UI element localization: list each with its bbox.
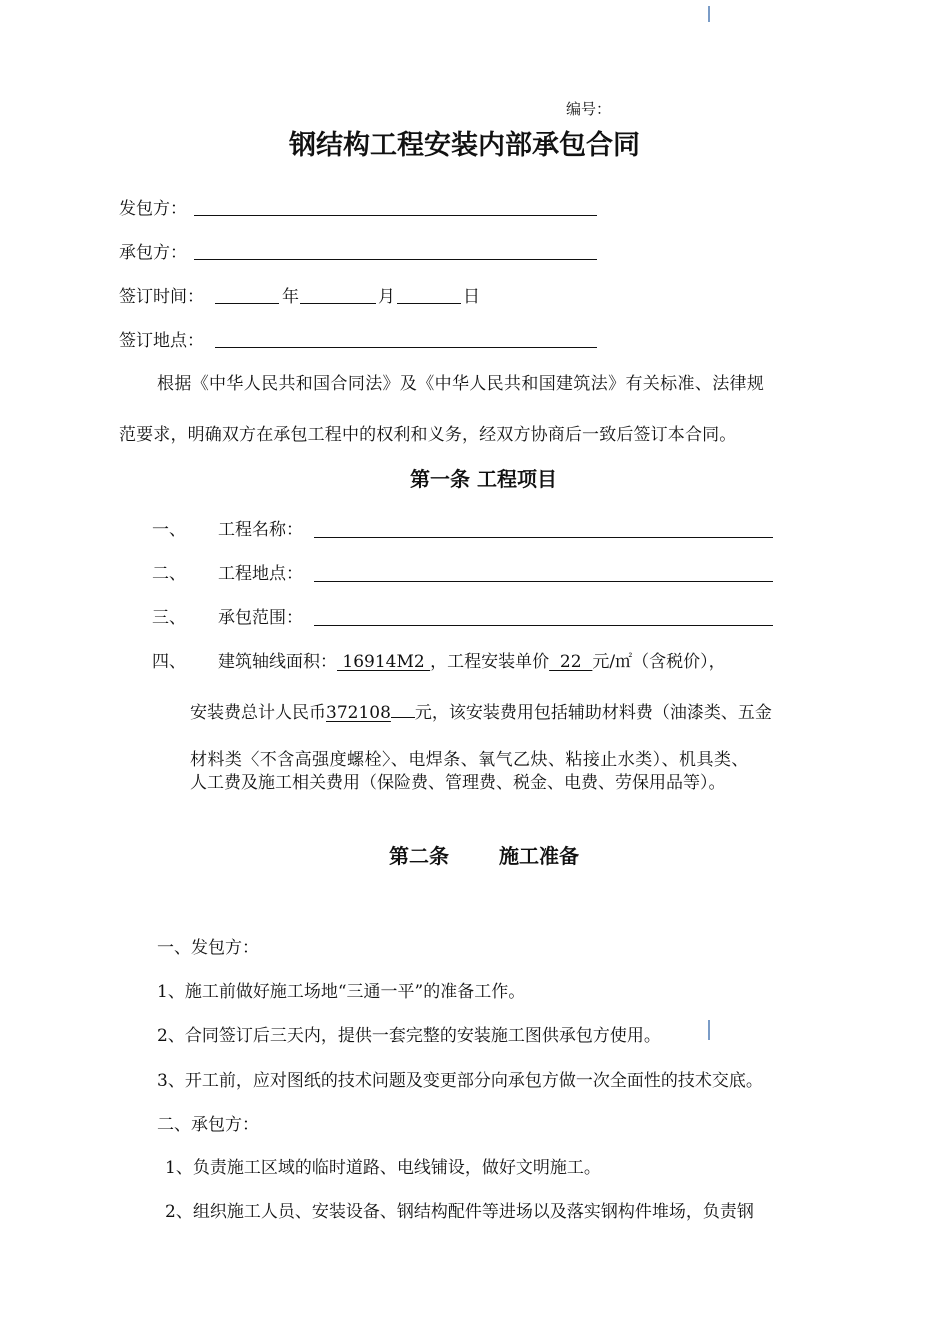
- preamble-line-1: 根据《中华人民共和国合同法》及《中华人民共和国建筑法》有关标准、法律规: [157, 374, 765, 394]
- item-3-number: 三、: [152, 608, 186, 628]
- sign-place-blank-line: [215, 347, 597, 348]
- unit-price-label: ，工程安装单价: [430, 652, 550, 672]
- unit-price-unit: 元/㎡（含税价），: [592, 652, 726, 672]
- text-cursor-2: [708, 1020, 710, 1040]
- day-blank-line: [397, 303, 461, 304]
- text-cursor: [708, 6, 710, 22]
- contractor-duty-1: 1、负责施工区域的临时道路、电线铺设，做好文明施工。: [165, 1158, 601, 1178]
- contractor-duties-heading: 二、承包方：: [157, 1115, 259, 1135]
- item-3-blank-line: [314, 625, 773, 626]
- item-2-label: 工程地点：: [218, 564, 303, 584]
- document-number-label: 编号：: [566, 100, 612, 118]
- item-1-blank-line: [314, 537, 773, 538]
- unit-price-value: 22: [549, 652, 593, 672]
- preamble-line-2: 范要求，明确双方在承包工程中的权利和义务，经双方协商后一致后签订本合同。: [119, 425, 737, 445]
- item-4-line-3: 材料类〈不含高强度螺栓〉、电焊条、氧气乙炔、粘接止水类）、机具类、: [190, 750, 749, 770]
- article-1-heading: 第一条 工程项目: [410, 467, 557, 491]
- item-4-line-4: 人工费及施工相关费用（保险费、管理费、税金、电费、劳保用品等）。: [190, 773, 726, 793]
- article-2-heading-title: 施工准备: [499, 844, 579, 868]
- employer-duty-1: 1、施工前做好施工场地“三通一平”的准备工作。: [157, 982, 526, 1002]
- item-1-number: 一、: [152, 520, 186, 540]
- article-2-heading-number: 第二条: [389, 844, 449, 868]
- item-2-blank-line: [314, 581, 773, 582]
- total-rest: 元，该安装费用包括辅助材料费（油漆类、五金: [414, 703, 772, 723]
- month-blank-line: [300, 303, 376, 304]
- item-4-line-2: [190, 702, 772, 724]
- sign-place-label: 签订地点：: [119, 331, 204, 351]
- employer-duty-2: 2、合同签订后三天内，提供一套完整的安装施工图供承包方使用。: [157, 1026, 661, 1046]
- document-title: 钢结构工程安装内部承包合同: [289, 130, 640, 161]
- employer-duties-heading: 一、发包方：: [157, 938, 259, 958]
- contractor-blank-line: [194, 259, 597, 260]
- total-value: 372108: [326, 703, 391, 723]
- item-3-label: 承包范围：: [218, 608, 303, 628]
- contractor-duty-2: 2、组织施工人员、安装设备、钢结构配件等进场以及落实钢构件堆场，负责钢: [165, 1202, 754, 1222]
- area-label: 建筑轴线面积：: [218, 652, 337, 672]
- item-2-number: 二、: [152, 564, 186, 584]
- total-value-trailing-underline: [391, 702, 415, 718]
- total-label: 安装费总计人民币: [190, 703, 326, 723]
- year-blank-line: [215, 303, 279, 304]
- employer-label: 发包方：: [119, 199, 187, 219]
- employer-blank-line: [194, 215, 597, 216]
- item-4-number: 四、: [152, 652, 186, 672]
- year-label: 年: [282, 287, 299, 307]
- employer-duty-3: 3、开工前，应对图纸的技术问题及变更部分向承包方做一次全面性的技术交底。: [157, 1071, 763, 1091]
- item-1-label: 工程名称：: [218, 520, 303, 540]
- day-label: 日: [463, 287, 480, 307]
- item-4-line-1: [218, 651, 726, 673]
- month-label: 月: [378, 287, 395, 307]
- area-value: 16914M2: [337, 652, 431, 672]
- contractor-label: 承包方：: [119, 243, 187, 263]
- sign-time-label: 签订时间：: [119, 287, 204, 307]
